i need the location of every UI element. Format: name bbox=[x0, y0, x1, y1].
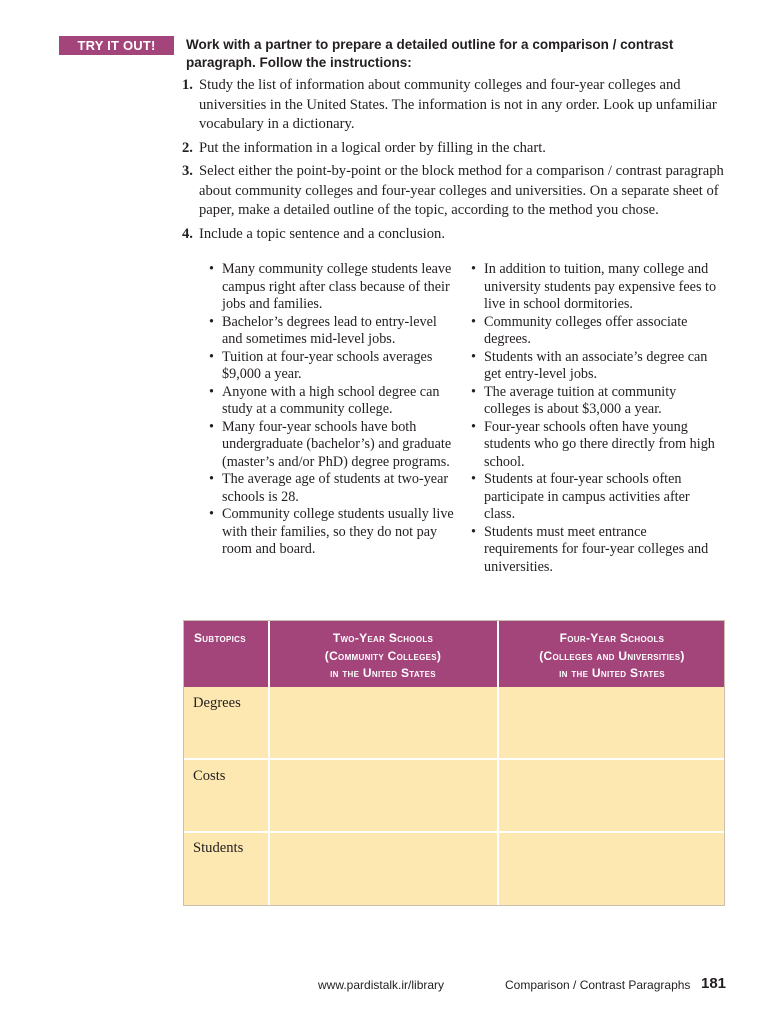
list-item: • Students at four-year schools often participate in campus activities after class. bbox=[471, 471, 721, 524]
step-number: 2. bbox=[182, 139, 193, 156]
row-label-degrees: Degrees bbox=[193, 695, 241, 711]
list-item: • Bachelor’s degrees lead to entry-level and sometimes mid-level jobs. bbox=[209, 314, 454, 349]
list-item: • Anyone with a high school degree can study at a community college. bbox=[209, 384, 454, 419]
step-text: Include a topic sentence and a conclusion. bbox=[199, 225, 445, 242]
list-item: • Many four-year schools have both undergraduate (bachelor’s) and graduate (master’s and/or PhD) degree programs. bbox=[209, 419, 454, 472]
try-it-out-badge: TRY IT OUT! bbox=[59, 36, 174, 55]
info-list-right bbox=[471, 261, 721, 576]
header-four-year-schools bbox=[500, 621, 724, 696]
row-label-students: Students bbox=[193, 840, 244, 856]
step-text: Put the information in a logical order by filling in the chart. bbox=[199, 139, 546, 156]
header-line: in the United States bbox=[330, 666, 436, 680]
step-item bbox=[182, 162, 727, 221]
list-item: • Many community college students leave campus right after class because of their jobs and families. bbox=[209, 261, 454, 314]
step-number: 1. bbox=[182, 77, 193, 93]
list-item: • The average tuition at community colleges is about $3,000 a year. bbox=[471, 384, 721, 419]
header-line: Four-Year Schools bbox=[559, 631, 665, 645]
step-item bbox=[182, 225, 727, 245]
list-item: • Community colleges offer associate degrees. bbox=[471, 314, 721, 349]
list-item: • Students with an associate’s degree can get entry-level jobs. bbox=[471, 349, 721, 384]
step-number: 3. bbox=[182, 163, 193, 179]
list-item: • Community college students usually live with their families, so they do not pay room and board. bbox=[209, 506, 454, 559]
footer-chapter-title: Comparison / Contrast Paragraphs bbox=[505, 978, 691, 992]
instruction-steps bbox=[182, 76, 727, 248]
info-list-left bbox=[209, 261, 454, 559]
header-line: Two-Year Schools bbox=[332, 631, 434, 645]
list-item: • The average age of students at two-year schools is 28. bbox=[209, 471, 454, 506]
column-divider bbox=[268, 621, 270, 905]
step-text: Select either the point-by-point or the block method for a comparison / contrast paragraph about community colleges and four-year colleges and universities. On a separate sheet of paper, make a detailed outline of the topic, according to the method you chose. bbox=[199, 163, 724, 218]
column-divider bbox=[497, 621, 499, 905]
header-two-year-schools bbox=[270, 621, 496, 696]
header-subtopics: Subtopics bbox=[194, 631, 246, 645]
list-item: • In addition to tuition, many college and university students pay expensive fees to live in school dormitories. bbox=[471, 261, 721, 314]
page-number: 181 bbox=[701, 975, 727, 992]
step-text: Study the list of information about community colleges and four-year colleges and universities in the United States. The information is not in any order. Look up unfamiliar vocabulary in a dictionary. bbox=[199, 77, 717, 132]
list-item: • Tuition at four-year schools averages $9,000 a year. bbox=[209, 349, 454, 384]
row-divider bbox=[184, 831, 724, 833]
header-line: (Community Colleges) bbox=[324, 648, 442, 663]
row-label-costs: Costs bbox=[193, 768, 226, 784]
step-item bbox=[182, 76, 727, 135]
footer-url: www.pardistalk.ir/library bbox=[318, 978, 445, 992]
step-item bbox=[182, 139, 727, 159]
row-divider bbox=[184, 758, 724, 760]
step-number: 4. bbox=[182, 225, 193, 242]
list-item: • Four-year schools often have young students who go there directly from high school. bbox=[471, 419, 721, 472]
exercise-intro: Work with a partner to prepare a detailed outline for a comparison / contrast paragraph. Follow the instructions: bbox=[186, 37, 674, 70]
comparison-chart bbox=[183, 620, 725, 906]
header-line: in the United States bbox=[559, 666, 665, 680]
header-line: (Colleges and Universities) bbox=[539, 648, 685, 663]
list-item: • Students must meet entrance requirements for four-year colleges and universities. bbox=[471, 524, 721, 577]
